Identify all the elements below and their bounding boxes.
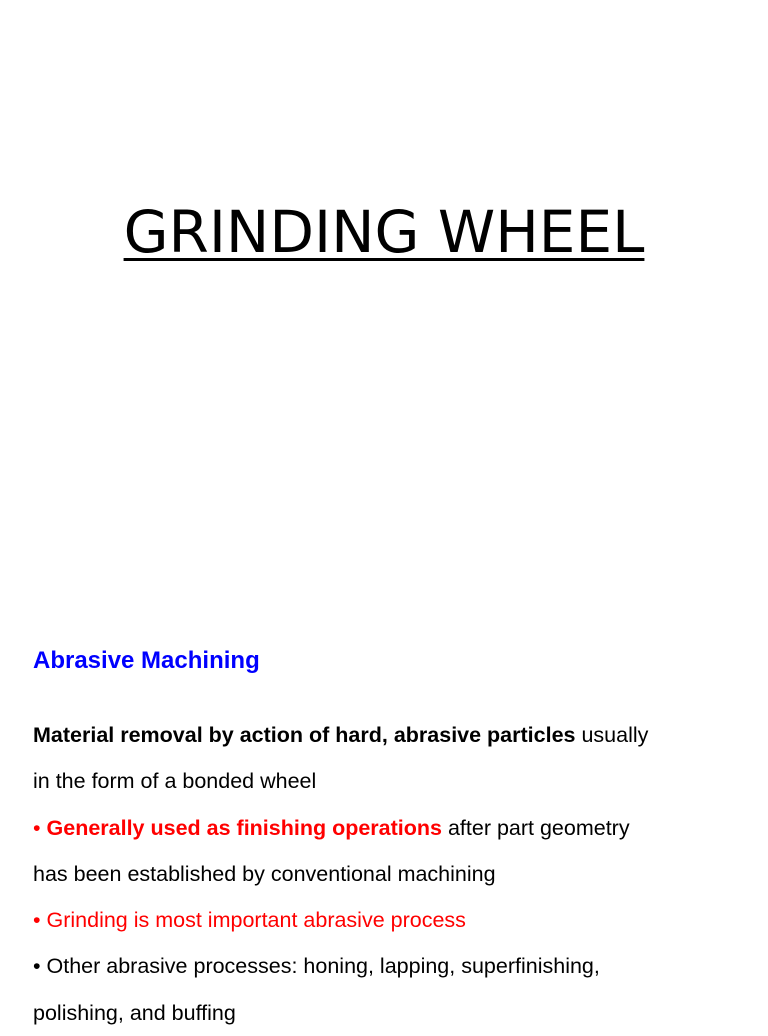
body-line-7: polishing, and buffing — [33, 1000, 236, 1025]
section-heading: Abrasive Machining — [33, 647, 260, 674]
body-line-1 — [33, 712, 733, 758]
bold-phrase: Material removal by action of hard, abrasive particles — [33, 723, 576, 747]
text-run: after part geometry — [441, 815, 630, 840]
bullet-marker: • — [33, 815, 47, 840]
body-text — [33, 712, 733, 1036]
body-line-4: has been established by conventional machining — [33, 861, 496, 886]
red-bold-phrase: Generally used as finishing operations — [46, 815, 442, 840]
slide-title: GRINDING WHEEL — [123, 198, 645, 266]
bullet-finishing — [33, 805, 733, 851]
bullet-other-processes: • Other abrasive processes: honing, lapping, superfinishing, — [33, 954, 600, 979]
text-run: usually — [575, 723, 649, 747]
bullet-grinding: • Grinding is most important abrasive process — [33, 908, 466, 933]
body-line-2: in the form of a bonded wheel — [33, 769, 317, 794]
